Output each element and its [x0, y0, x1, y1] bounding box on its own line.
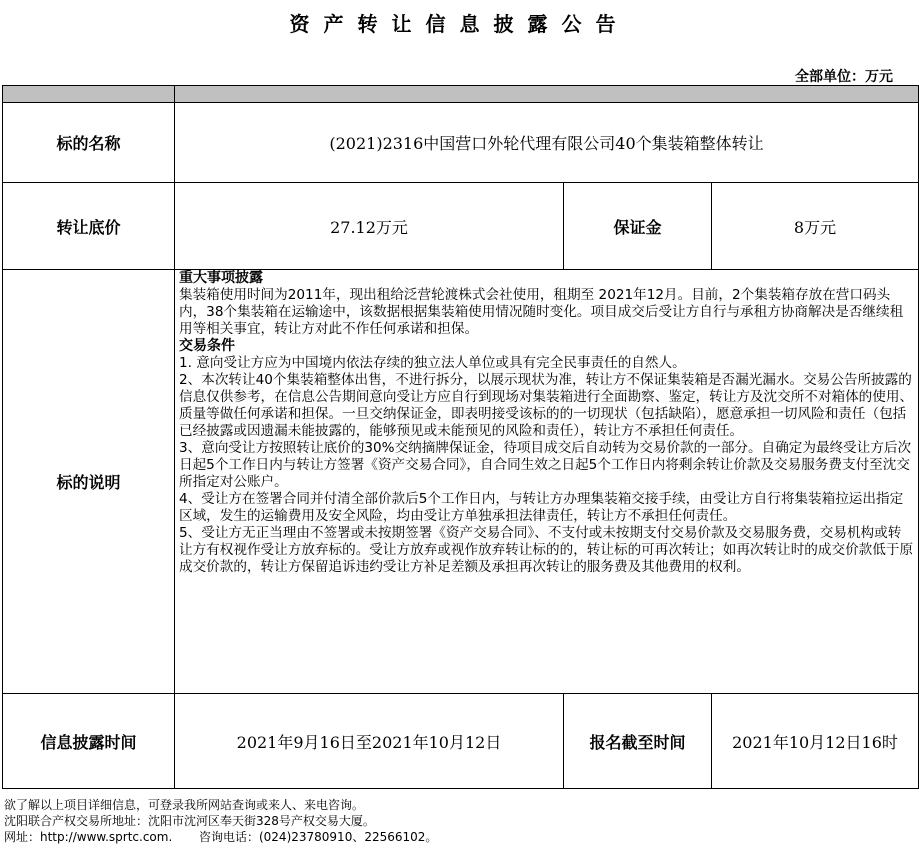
- footer-notes: [4, 797, 437, 845]
- footer-line: 欲了解以上项目详细信息，可登录我所网站查询或来人、来电咨询。: [4, 798, 365, 812]
- page-title: 资产转让信息披露公告: [289, 12, 630, 36]
- footer-address: 沈阳联合产权交易所地址：沈阳市沈河区奉天街328号产权交易大厦。: [4, 814, 375, 828]
- header-cell: [175, 86, 919, 103]
- header-cell: [3, 86, 175, 103]
- footer-contact: 网址：http://www.sprtc.com. 咨询电话：(024)23780910、22566102。: [4, 830, 438, 844]
- term-item: 5、受让方无正当理由不签署或未按期签署《资产交易合同》、不支付或未按期支付交易价款及交易服务费，交易机构或转让方有权视作受让方放弃标的。受让方放弃或视作放弃转让标的的，转让标的可再次转让；如再次转让时的成交价款低于原成交价款的，转让方保留追诉违约受让方补足差额及承担再次转让的服务费及其他费用的权利。: [179, 525, 914, 575]
- deposit-value: 8万元: [712, 183, 919, 270]
- deposit-label: 保证金: [564, 183, 712, 270]
- price-value: 27.12万元: [175, 183, 564, 270]
- term-item: 1. 意向受让方应为中国境内依法存续的独立法人单位或具有完全民事责任的自然人。: [179, 355, 686, 371]
- term-item: 4、受让方在签署合同并付清全部价款后5个工作日内，与转让方办理集装箱交接手续，由受让方自行将集装箱拉运出指定区域，发生的运输费用及安全风险，均由受让方单独承担法律责任，转让方不承担任何责任。: [179, 491, 904, 524]
- price-label: 转让底价: [3, 183, 175, 270]
- info-table: [2, 85, 919, 789]
- name-value: (2021)2316中国营口外轮代理有限公司40个集装箱整体转让: [175, 103, 919, 183]
- deadline-label: 报名截至时间: [564, 694, 712, 789]
- disclose-value: 2021年9月16日至2021年10月12日: [175, 694, 564, 789]
- row-name: [3, 103, 919, 183]
- major-heading: 重大事项披露: [179, 270, 263, 286]
- header-bar: [3, 86, 919, 103]
- row-description: [3, 270, 919, 694]
- deadline-value: 2021年10月12日16时: [712, 694, 919, 789]
- disclose-label: 信息披露时间: [3, 694, 175, 789]
- row-dates: [3, 694, 919, 789]
- row-price: [3, 183, 919, 270]
- description-cell: [175, 270, 919, 694]
- major-text: 集装箱使用时间为2011年，现出租给泛营轮渡株式会社使用，租期至 2021年12月。目前，2个集装箱存放在营口码头内，38个集装箱在运输途中，该数据根据集装箱使用情况随时变化。项目成交后受让方自行与承租方协商解决是否继续租用等相关事宜，转让方对此不作任何承诺和担保。: [179, 287, 904, 337]
- name-label: 标的名称: [3, 103, 175, 183]
- term-item: 3、意向受让方按照转让底价的30%交纳摘牌保证金，待项目成交后自动转为交易价款的一部分。自确定为最终受让方后次日起5个工作日内与转让方签署《资产交易合同》，自合同生效之日起5个工作日内将剩余转让价款及交易服务费支付至沈交所指定对公账户。: [179, 440, 912, 490]
- terms-heading: 交易条件: [179, 338, 235, 354]
- unit-note: 全部单位：万元: [795, 69, 893, 85]
- term-item: 2、本次转让40个集装箱整体出售，不进行拆分，以展示现状为准，转让方不保证集装箱是否漏光漏水。交易公告所披露的信息仅供参考，在信息公告期间意向受让方应自行到现场对集装箱进行全面勘察、鉴定，转让方及沈交所不对箱体的使用、质量等做任何承诺和担保。一旦交纳保证金，即表明接受该标的的一切现状（包括缺陷），愿意承担一切风险和责任（包括已经披露或因遗漏未能披露的，能够预见或未能预见的风险和责任），转让方不承担任何责任。: [179, 372, 914, 439]
- desc-label: 标的说明: [3, 270, 175, 694]
